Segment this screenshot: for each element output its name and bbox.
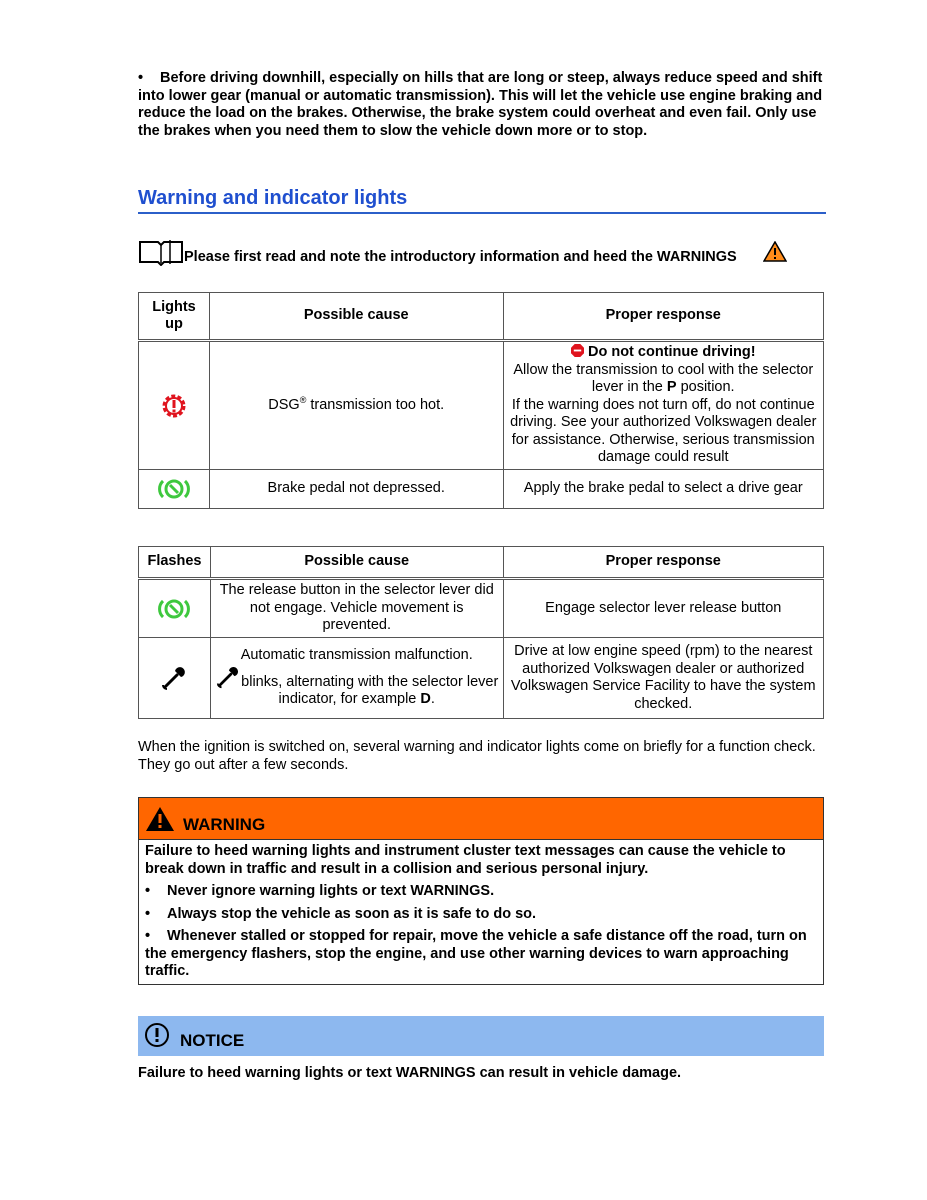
stop-line (508, 344, 820, 362)
transmission-gear-warning-icon (159, 391, 189, 421)
warning-triangle-icon (145, 806, 175, 832)
proper-response-cell: Engage selector lever release button (503, 579, 824, 638)
bullet-dot: • (145, 928, 151, 944)
stop-icon (571, 344, 584, 357)
brake-foot-icon (158, 477, 190, 501)
wrench-icon (161, 665, 187, 691)
body-paragraph: When the ignition is switched on, several warning and indicator lights come on briefly for a function check. They go out after a few seconds. (138, 739, 816, 773)
proper-response-cell (503, 341, 824, 470)
column-header: Proper response (503, 547, 824, 579)
icon-cell (139, 341, 210, 470)
notice-icon (144, 1022, 170, 1048)
response-text-part: position. (676, 379, 735, 396)
table-header-row (139, 293, 824, 341)
icon-cell (139, 579, 211, 638)
cause-bold: D (420, 691, 431, 708)
warning-item-text: Whenever stalled or stopped for repair, move the vehicle a safe distance off the road, turn on the emergency flashers, stop the engine, and use other warning devices to warn approaching traffic. (145, 928, 807, 979)
intro-line (138, 236, 828, 266)
notice-header (138, 1016, 824, 1056)
downhill-bullet-text: Before driving downhill, especially on hills that are long or steep, always reduce speed and shift into lower gear (manual or automatic transmission). This will let the vehicle use engine braking and reduce the load on the brakes. Otherwise, the brake system could overheat and even fail. Only use the brakes when you need them to slow the vehicle down more or to stop. (138, 70, 823, 139)
possible-cause-cell: Brake pedal not depressed. (209, 470, 503, 509)
column-header: Possible cause (210, 547, 503, 579)
bullet-dot: • (145, 905, 151, 922)
book-icon (138, 236, 184, 266)
column-header: Proper response (503, 293, 824, 341)
proper-response-cell: Apply the brake pedal to select a drive gear (503, 470, 824, 509)
notice-text: Failure to heed warning lights or text WARNINGS can result in vehicle damage. (138, 1065, 682, 1081)
warning-item (145, 906, 817, 924)
cause-text: DSG (268, 396, 300, 413)
table-row (139, 579, 824, 638)
possible-cause-cell (209, 341, 503, 470)
warning-label: WARNING (183, 815, 266, 834)
table-row (139, 341, 824, 470)
possible-cause-cell: The release button in the selector lever did not engage. Vehicle movement is prevented. (210, 579, 503, 638)
warning-intro: Failure to heed warning lights and instrument cluster text messages can cause the vehicle to break down in traffic and result in a collision and serious personal injury. (145, 843, 786, 877)
response-text: If the warning does not turn off, do not continue driving. See your authorized Volkswagen dealer for assistance. Otherwise, serious transmission damage could result (510, 396, 817, 466)
warning-item-text: Always stop the vehicle as soon as it is safe to do so. (167, 905, 537, 922)
lights-up-table (138, 292, 824, 509)
bullet-dot: • (138, 70, 144, 86)
warning-header (139, 798, 823, 840)
section-title: Warning and indicator lights (138, 187, 826, 214)
response-text-part: Allow the transmission to cool with the selector lever in the (513, 361, 814, 396)
flashes-table (138, 546, 824, 719)
registered-mark: ® (299, 394, 307, 405)
response-bold-text: Do not continue driving! (587, 344, 756, 361)
cause-line: Automatic transmission malfunction. (240, 647, 473, 664)
possible-cause-cell (210, 638, 503, 719)
warning-box (138, 797, 824, 985)
intro-text: Please first read and note the introductory information and heed the WARNINGS (184, 249, 737, 265)
cause-text: . (430, 691, 435, 708)
table-row (139, 638, 824, 719)
column-header: Lights up (139, 293, 210, 341)
bullet-dot: • (145, 883, 151, 899)
column-header: Possible cause (209, 293, 503, 341)
cause-text: transmission too hot. (306, 396, 445, 413)
warning-body (139, 840, 823, 981)
column-header: Flashes (139, 547, 211, 579)
cause-text: blinks, alternating with the selector lever indicator, for example (241, 673, 499, 708)
notice-label: NOTICE (180, 1031, 245, 1050)
proper-response-cell: Drive at low engine speed (rpm) to the nearest authorized Volkswagen dealer or authorized Volkswagen Service Facility to have the system checked. (503, 638, 824, 719)
warning-item (145, 883, 817, 901)
downhill-bullet (138, 70, 828, 140)
icon-cell (139, 470, 210, 509)
cause-line (215, 665, 499, 709)
table-header-row (139, 547, 824, 579)
table-row (139, 470, 824, 509)
response-text (508, 362, 820, 397)
icon-cell (139, 638, 211, 719)
wrench-icon (215, 665, 241, 689)
response-bold-part: P (666, 379, 677, 396)
warning-triangle-icon (763, 241, 787, 262)
warning-item-text: Never ignore warning lights or text WARNINGS. (167, 883, 495, 899)
brake-foot-icon (158, 597, 190, 621)
warning-item (145, 928, 817, 981)
